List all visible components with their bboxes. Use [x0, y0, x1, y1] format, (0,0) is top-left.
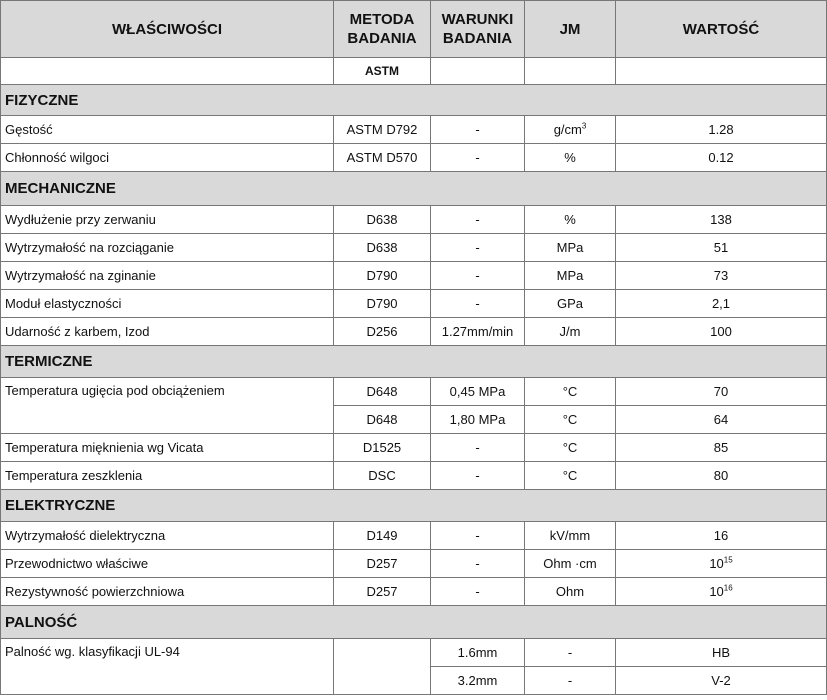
condition-cell: 3.2mm: [431, 667, 525, 695]
condition-cell: -: [431, 116, 525, 144]
unit-cell: $g/cm^3$: [525, 116, 616, 144]
unit-cell: °C: [525, 462, 616, 490]
unit-cell: %: [525, 206, 616, 234]
value-cell: 138: [616, 206, 827, 234]
method-cell: D257: [334, 550, 431, 578]
header-unit: JM: [525, 1, 616, 58]
value-cell: $10^{15}$: [616, 550, 827, 578]
table-row: [1, 462, 827, 490]
method-cell: ASTM D792: [334, 116, 431, 144]
condition-cell: -: [431, 234, 525, 262]
section-elektryczne: [1, 490, 827, 522]
subheader-row: [1, 58, 827, 85]
property-cell: Wytrzymałość dielektryczna: [1, 522, 334, 550]
header-value: WARTOŚĆ: [616, 1, 827, 58]
value-cell: HB: [616, 639, 827, 667]
section-termiczne: [1, 346, 827, 378]
header-method: METODA BADANIA: [334, 1, 431, 58]
value-cell: 51: [616, 234, 827, 262]
condition-cell: -: [431, 522, 525, 550]
table-row: [1, 116, 827, 144]
value-cell: 1.28: [616, 116, 827, 144]
method-cell: D790: [334, 262, 431, 290]
method-cell: D638: [334, 206, 431, 234]
condition-cell: -: [431, 462, 525, 490]
method-cell: D638: [334, 234, 431, 262]
property-cell: Wydłużenie przy zerwaniu: [1, 206, 334, 234]
unit-cell: °C: [525, 378, 616, 406]
section-title: PALNOŚĆ: [1, 606, 827, 639]
method-cell: D256: [334, 318, 431, 346]
header-conditions: WARUNKI BADANIA: [431, 1, 525, 58]
value-cell: 16: [616, 522, 827, 550]
value-cell: 85: [616, 434, 827, 462]
method-cell: DSC: [334, 462, 431, 490]
condition-cell: -: [431, 578, 525, 606]
condition-cell: -: [431, 144, 525, 172]
property-cell: Udarność z karbem, Izod: [1, 318, 334, 346]
method-cell: D149: [334, 522, 431, 550]
value-cell: V-2: [616, 667, 827, 695]
condition-cell: -: [431, 262, 525, 290]
condition-cell: 1.6mm: [431, 639, 525, 667]
unit-cell: MPa: [525, 262, 616, 290]
value-cell: $10^{16}$: [616, 578, 827, 606]
table-row: [1, 578, 827, 606]
property-cell: Gęstość: [1, 116, 334, 144]
property-cell: Chłonność wilgoci: [1, 144, 334, 172]
table-row: [1, 206, 827, 234]
unit-cell: -: [525, 639, 616, 667]
condition-cell: 1.27mm/min: [431, 318, 525, 346]
table-row: [1, 434, 827, 462]
property-cell: Rezystywność powierzchniowa: [1, 578, 334, 606]
value-cell: 73: [616, 262, 827, 290]
value-cell: 80: [616, 462, 827, 490]
unit-cell: -: [525, 667, 616, 695]
header-properties: WŁAŚCIWOŚCI: [1, 1, 334, 58]
property-cell: Temperatura mięknienia wg Vicata: [1, 434, 334, 462]
method-cell: D1525: [334, 434, 431, 462]
unit-cell: J/m: [525, 318, 616, 346]
table-row: [1, 262, 827, 290]
value-cell: 2,1: [616, 290, 827, 318]
condition-cell: 1,80 MPa: [431, 406, 525, 434]
table-row: [1, 522, 827, 550]
unit-cell: kV/mm: [525, 522, 616, 550]
method-cell: D257: [334, 578, 431, 606]
method-cell: ASTM D570: [334, 144, 431, 172]
condition-cell: -: [431, 434, 525, 462]
table-row: [1, 144, 827, 172]
method-cell: [334, 639, 431, 695]
unit-cell: °C: [525, 406, 616, 434]
method-cell: D648: [334, 406, 431, 434]
property-cell: Moduł elastyczności: [1, 290, 334, 318]
method-cell: D790: [334, 290, 431, 318]
property-cell: Temperatura zeszklenia: [1, 462, 334, 490]
value-cell: 100: [616, 318, 827, 346]
table-row: [1, 290, 827, 318]
method-cell: D648: [334, 378, 431, 406]
value-cell: 70: [616, 378, 827, 406]
section-mechaniczne: [1, 172, 827, 206]
condition-cell: -: [431, 206, 525, 234]
condition-cell: 0,45 MPa: [431, 378, 525, 406]
unit-cell: GPa: [525, 290, 616, 318]
condition-cell: -: [431, 550, 525, 578]
section-fizyczne: [1, 85, 827, 116]
unit-cell: %: [525, 144, 616, 172]
property-cell: Temperatura ugięcia pod obciążeniem: [1, 378, 334, 434]
property-cell: Wytrzymałość na zginanie: [1, 262, 334, 290]
section-title: TERMICZNE: [1, 346, 827, 378]
property-cell: Przewodnictwo właściwe: [1, 550, 334, 578]
table-row: [1, 378, 827, 406]
value-cell: 64: [616, 406, 827, 434]
unit-cell: MPa: [525, 234, 616, 262]
section-palnosc: [1, 606, 827, 639]
table-row: [1, 639, 827, 667]
value-cell: 0.12: [616, 144, 827, 172]
property-cell: Wytrzymałość na rozciąganie: [1, 234, 334, 262]
section-title: MECHANICZNE: [1, 172, 827, 206]
table-row: [1, 550, 827, 578]
table-row: [1, 234, 827, 262]
property-cell: Palność wg. klasyfikacji UL-94: [1, 639, 334, 695]
unit-cell: °C: [525, 434, 616, 462]
header-row: [1, 1, 827, 58]
section-title: FIZYCZNE: [1, 85, 827, 116]
subheader-method: ASTM: [334, 58, 431, 85]
section-title: ELEKTRYCZNE: [1, 490, 827, 522]
unit-cell: Ohm ·cm: [525, 550, 616, 578]
table-row: [1, 318, 827, 346]
unit-cell: Ohm: [525, 578, 616, 606]
condition-cell: -: [431, 290, 525, 318]
